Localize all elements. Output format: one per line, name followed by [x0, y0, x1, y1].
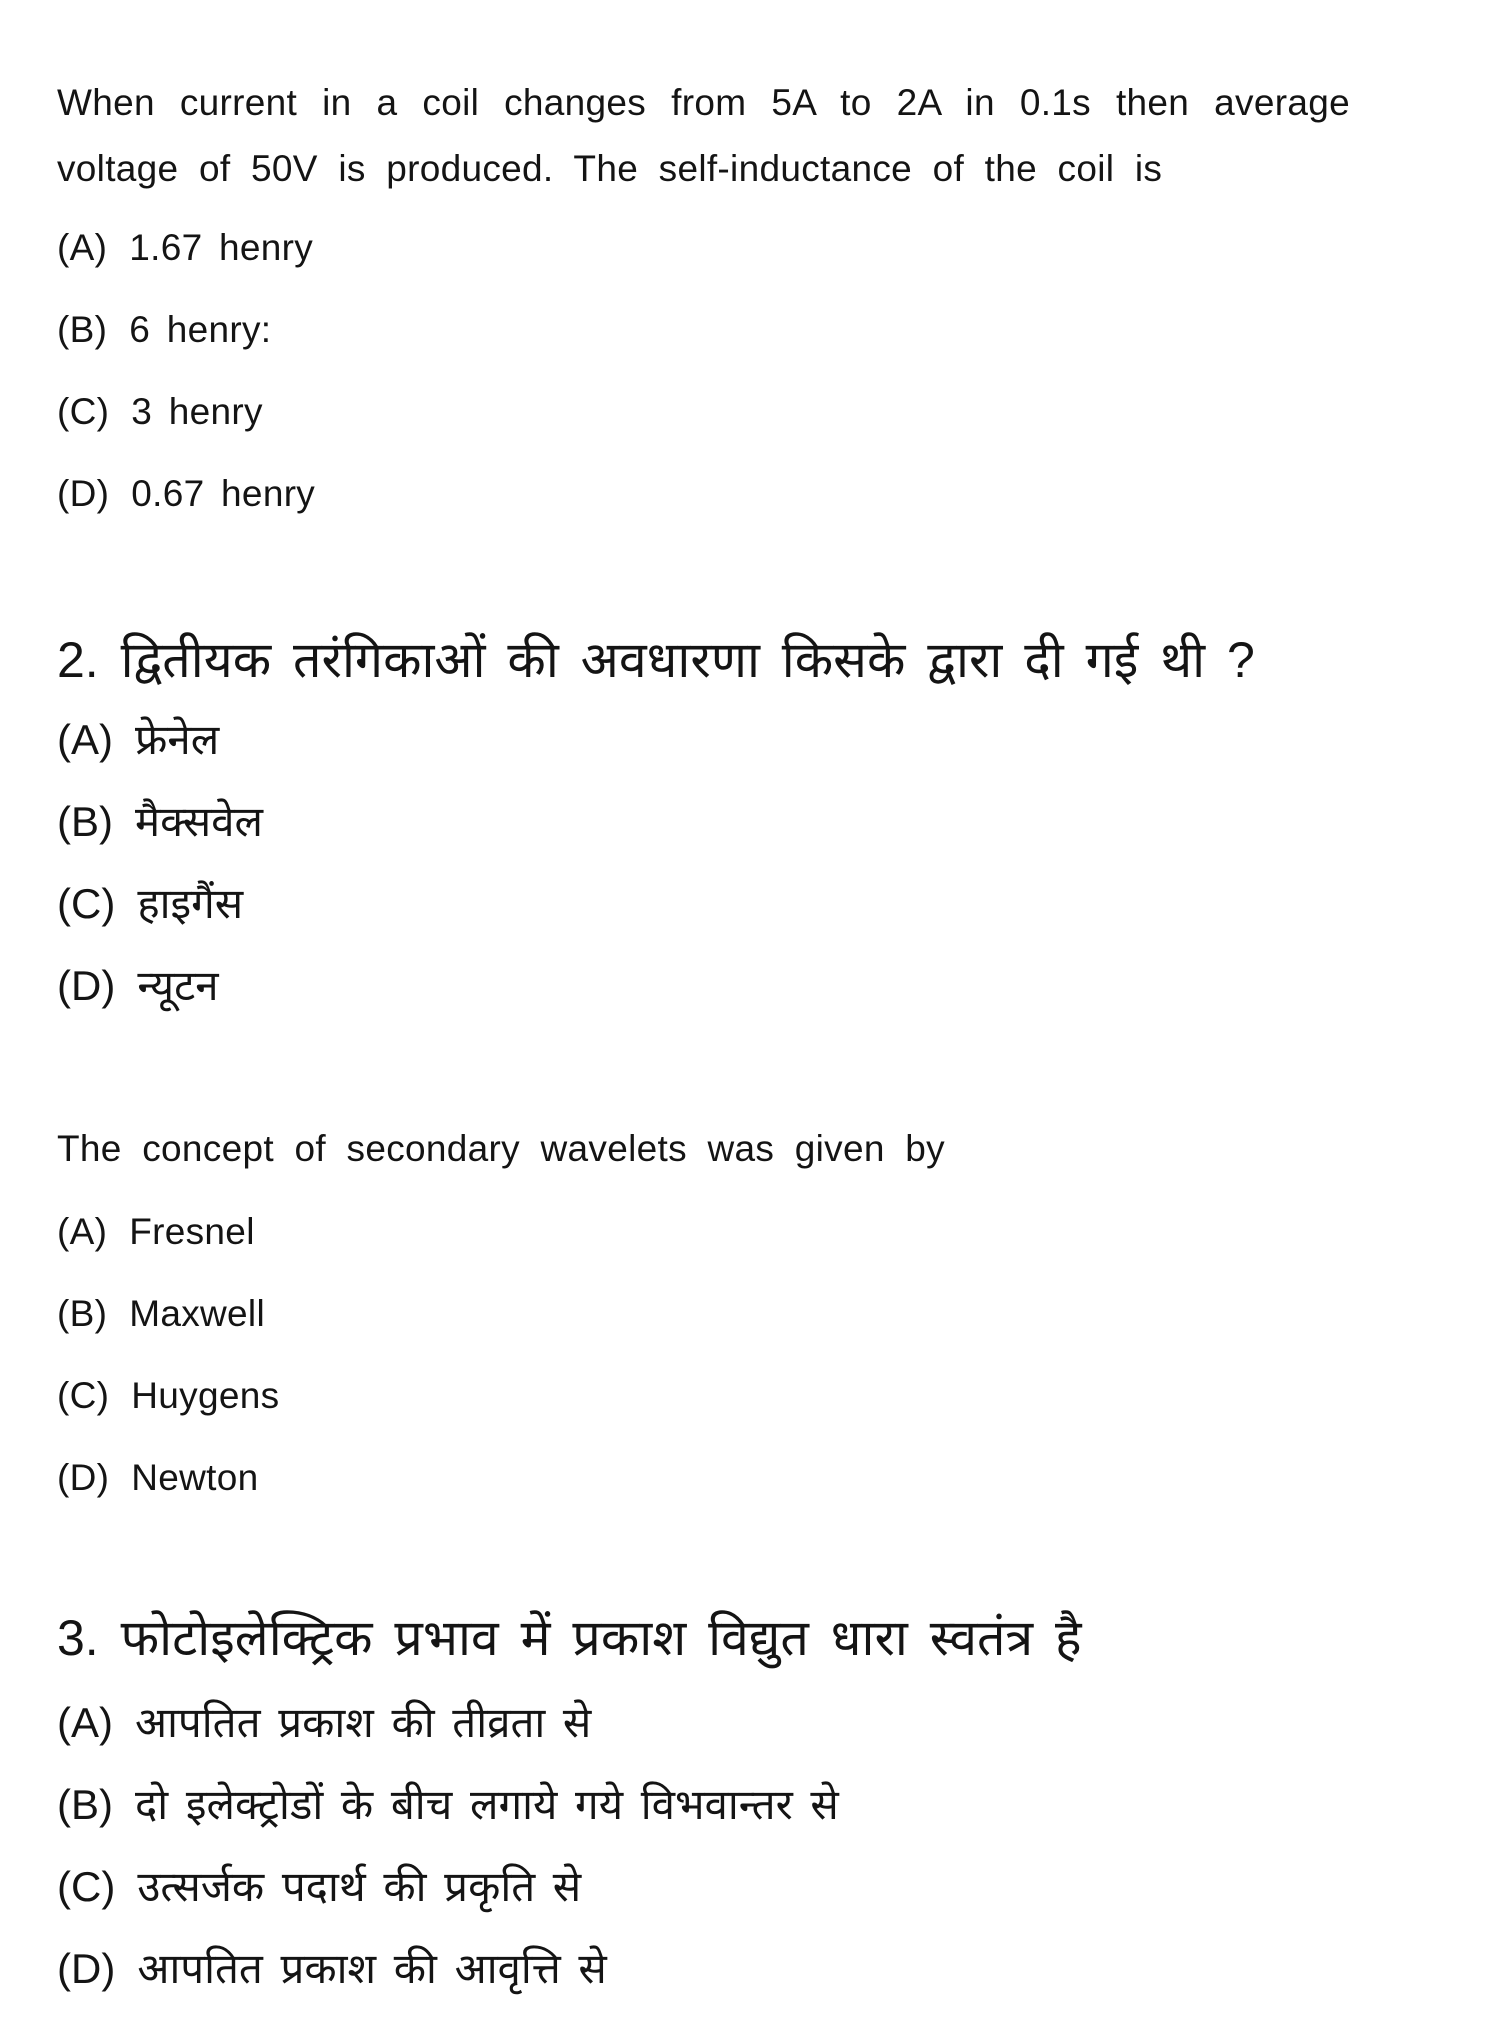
question-3-hindi-option-c	[57, 1860, 1505, 1914]
option-label: (A)	[57, 716, 113, 763]
question-3-hindi-option-b	[57, 1778, 1505, 1832]
question-2-english-text: The concept of secondary wavelets was given by	[57, 1128, 945, 1169]
question-3-hindi-text: 3. फोटोइलेक्ट्रिक प्रभाव में प्रकाश विद्युत धारा स्वतंत्र है	[57, 1610, 1082, 1666]
question-1-text-line-1: When current in a coil changes from 5A to 2A in 0.1s then average	[57, 82, 1350, 123]
question-2-hindi-option-b	[57, 795, 1505, 849]
option-label: (B)	[57, 798, 113, 845]
option-text: 6 henry:	[129, 309, 272, 350]
option-text: Maxwell	[129, 1293, 265, 1334]
question-2-hindi-option-d	[57, 959, 1505, 1013]
option-text: फ्रेनेल	[135, 716, 220, 763]
question-1-option-b	[57, 308, 1505, 352]
option-label: (D)	[57, 962, 116, 1009]
option-text: न्यूटन	[137, 962, 219, 1009]
question-2-english-option-a	[57, 1210, 1505, 1254]
question-2-english-option-b	[57, 1292, 1505, 1336]
question-2-english-option-d	[57, 1456, 1505, 1500]
option-label: (D)	[57, 1457, 110, 1498]
option-label: (C)	[57, 1375, 110, 1416]
question-2-hindi-option-c	[57, 877, 1505, 931]
option-text: मैक्सवेल	[135, 798, 263, 845]
option-text: Newton	[131, 1457, 259, 1498]
question-block-2-english	[57, 1127, 1505, 1500]
option-label: (C)	[57, 1863, 116, 1910]
option-label: (A)	[57, 227, 108, 268]
question-block-1	[57, 70, 1505, 516]
question-2-hindi-option-a	[57, 713, 1505, 767]
question-1-option-a	[57, 226, 1505, 270]
option-text: उत्सर्जक पदार्थ की प्रकृति से	[137, 1863, 582, 1910]
option-label: (D)	[57, 1945, 116, 1992]
question-1-option-c	[57, 390, 1505, 434]
option-text: Huygens	[131, 1375, 280, 1416]
question-3-hindi-option-a	[57, 1696, 1505, 1750]
question-2-english-option-c	[57, 1374, 1505, 1418]
option-text: आपतित प्रकाश की आवृत्ति से	[137, 1945, 607, 1992]
option-text: 1.67 henry	[129, 227, 314, 268]
option-text: दो इलेक्ट्रोडों के बीच लगाये गये विभवान्तर से	[135, 1781, 839, 1828]
option-label: (B)	[57, 1293, 108, 1334]
question-block-2-hindi	[57, 628, 1505, 1013]
option-label: (B)	[57, 309, 108, 350]
question-1-option-d	[57, 472, 1505, 516]
option-text: 0.67 henry	[131, 473, 316, 514]
option-text: हाइगैंस	[137, 880, 244, 927]
option-label: (D)	[57, 473, 110, 514]
option-label: (A)	[57, 1211, 108, 1252]
question-1-text-line-2: voltage of 50V is produced. The self-inductance of the coil is	[57, 148, 1163, 189]
question-block-3-hindi	[57, 1606, 1505, 1996]
question-2-hindi-text: 2. द्वितीयक तरंगिकाओं की अवधारणा किसके द्वारा दी गई थी ?	[57, 632, 1255, 688]
option-label: (C)	[57, 880, 116, 927]
option-label: (C)	[57, 391, 110, 432]
question-3-hindi-option-d	[57, 1942, 1505, 1996]
option-text: आपतित प्रकाश की तीव्रता से	[135, 1699, 592, 1746]
option-text: Fresnel	[129, 1211, 255, 1252]
option-label: (B)	[57, 1781, 113, 1828]
option-label: (A)	[57, 1699, 113, 1746]
option-text: 3 henry	[131, 391, 263, 432]
